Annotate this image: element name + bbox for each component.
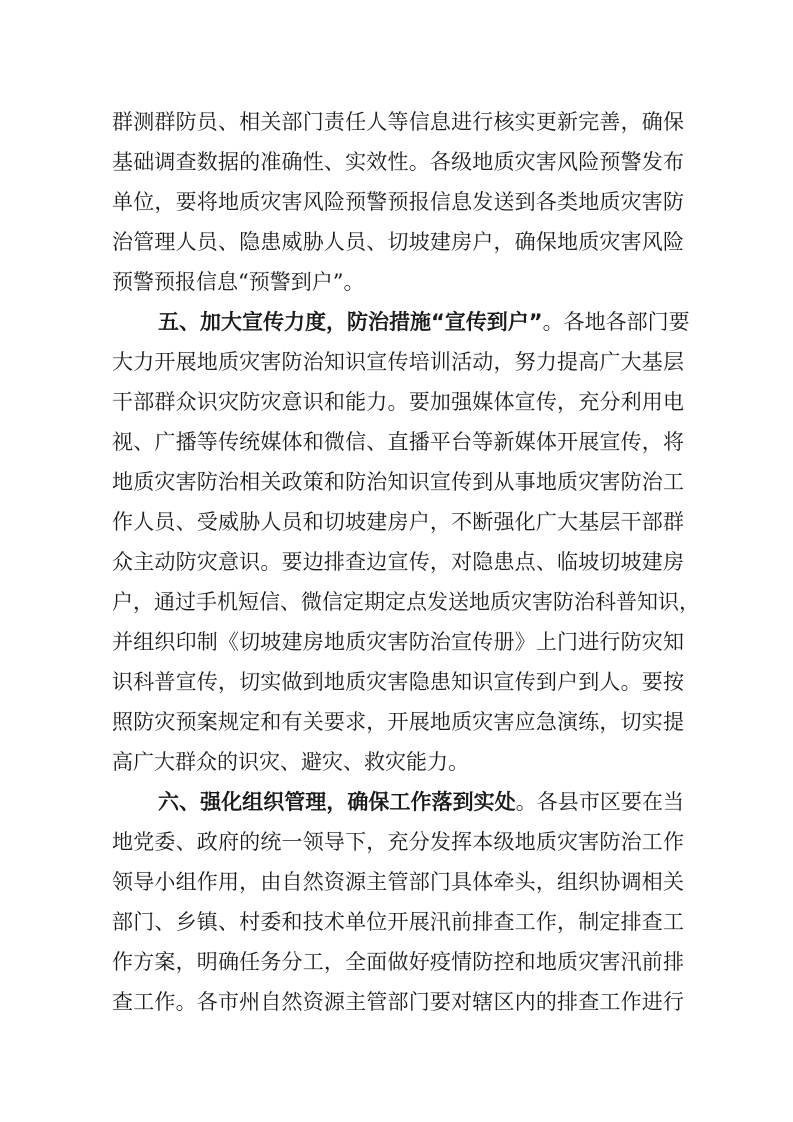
section-heading: 六、强化组织管理，确保工作落到实处 bbox=[158, 790, 516, 814]
line-text: 并组织印制《切坡建房地质灾害防治宣传册》上门进行防灾知 bbox=[112, 630, 684, 654]
text-line bbox=[112, 786, 684, 826]
paragraph bbox=[112, 786, 684, 1026]
line-text: 视、广播等传统媒体和微信、直播平台等新媒体开展宣传，将 bbox=[112, 430, 684, 454]
text-line bbox=[112, 706, 684, 746]
line-text: 识科普宣传，切实做到地质灾害隐患知识宣传到户到人。要按 bbox=[112, 670, 684, 694]
text-line bbox=[112, 106, 684, 146]
line-text: 户，通过手机短信、微信定期定点发送地质灾害防治科普知识， bbox=[112, 590, 700, 614]
document-page bbox=[112, 106, 700, 1026]
section-heading: 五、加大宣传力度，防治措施“宣传到户” bbox=[158, 310, 543, 334]
line-text: 地党委、政府的统一领导下，充分发挥本级地质灾害防治工作 bbox=[112, 830, 684, 854]
text-line bbox=[112, 626, 684, 666]
line-text: 查工作。各市州自然资源主管部门要对辖区内的排查工作进行 bbox=[112, 990, 684, 1014]
text-line bbox=[112, 346, 684, 386]
text-line bbox=[112, 426, 684, 466]
line-text: 照防灾预案规定和有关要求，开展地质灾害应急演练，切实提 bbox=[112, 710, 684, 734]
text-line bbox=[112, 666, 684, 706]
line-text: 作人员、受威胁人员和切坡建房户，不断强化广大基层干部群 bbox=[112, 510, 684, 534]
line-text: 地质灾害防治相关政策和防治知识宣传到从事地质灾害防治工 bbox=[112, 470, 684, 494]
text-line bbox=[112, 306, 690, 346]
text-line bbox=[112, 386, 684, 426]
text-line bbox=[112, 826, 684, 866]
line-text: 干部群众识灾防灾意识和能力。要加强媒体宣传，充分利用电 bbox=[112, 390, 684, 414]
line-text: 治管理人员、隐患威胁人员、切坡建房户，确保地质灾害风险 bbox=[112, 230, 684, 254]
text-line bbox=[112, 186, 684, 226]
line-text: 部门、乡镇、村委和技术单位开展汛前排查工作，制定排查工 bbox=[112, 910, 684, 934]
line-text: 。各地各部门要 bbox=[542, 310, 690, 334]
text-line bbox=[112, 946, 684, 986]
line-text: 。各县市区要在当 bbox=[515, 790, 685, 814]
line-text: 众主动防灾意识。要边排查边宣传，对隐患点、临坡切坡建房 bbox=[112, 550, 684, 574]
text-line bbox=[112, 906, 684, 946]
line-text: 预警预报信息“预警到户”。 bbox=[112, 270, 365, 294]
line-text: 单位，要将地质灾害风险预警预报信息发送到各类地质灾害防 bbox=[112, 190, 684, 214]
text-line bbox=[112, 746, 684, 786]
paragraph bbox=[112, 106, 684, 306]
line-text: 领导小组作用，由自然资源主管部门具体牵头，组织协调相关 bbox=[112, 870, 684, 894]
line-text: 群测群防员、相关部门责任人等信息进行核实更新完善，确保 bbox=[112, 110, 684, 134]
paragraph bbox=[112, 306, 700, 786]
text-line bbox=[112, 546, 684, 586]
line-text: 基础调查数据的准确性、实效性。各级地质灾害风险预警发布 bbox=[112, 150, 684, 174]
text-line bbox=[112, 466, 684, 506]
text-line bbox=[112, 266, 684, 306]
text-line bbox=[112, 866, 684, 906]
line-text: 作方案，明确任务分工，全面做好疫情防控和地质灾害汛前排 bbox=[112, 950, 684, 974]
text-line bbox=[112, 986, 684, 1026]
text-line bbox=[112, 506, 684, 546]
text-line bbox=[112, 586, 700, 626]
line-text: 高广大群众的识灾、避灾、救灾能力。 bbox=[112, 750, 469, 774]
line-text: 大力开展地质灾害防治知识宣传培训活动，努力提高广大基层 bbox=[112, 350, 684, 374]
text-line bbox=[112, 146, 684, 186]
text-line bbox=[112, 226, 684, 266]
